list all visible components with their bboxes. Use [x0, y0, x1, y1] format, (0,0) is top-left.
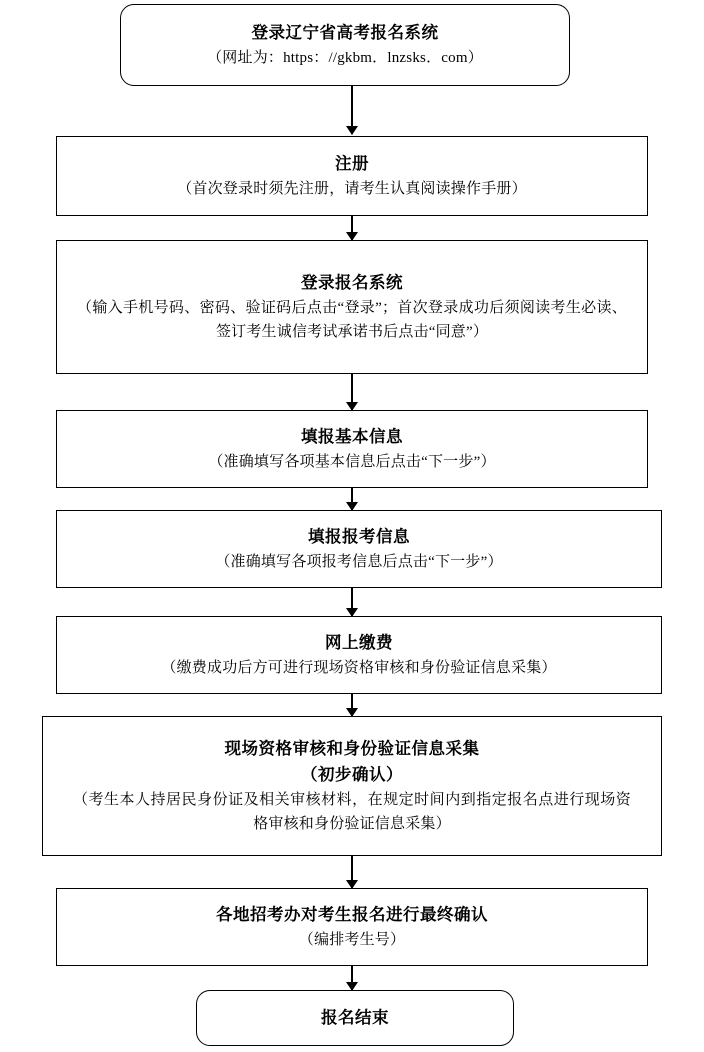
arrow-8 — [351, 966, 353, 990]
arrow-2 — [351, 216, 353, 240]
node-online-payment-sub: （缴费成功后方可进行现场资格审核和身份验证信息采集） — [161, 659, 557, 676]
node-fill-exam-info-sub: （准确填写各项报考信息后点击“下一步”） — [215, 553, 503, 570]
arrow-1 — [351, 86, 353, 134]
node-register-sub: （首次登录时须先注册，请考生认真阅读操作手册） — [177, 180, 527, 197]
node-login-registration-sub: （输入手机号码、密码、验证码后点击“登录”；首次登录成功后须阅读考生必读、签订考生诚信考试承诺书后点击“同意”） — [77, 299, 627, 340]
node-fill-basic-info-title: 填报基本信息 — [301, 427, 403, 447]
node-login-registration-title: 登录报名系统 — [301, 273, 403, 293]
node-final-confirmation-title: 各地招考办对考生报名进行最终确认 — [216, 905, 488, 925]
arrow-6 — [351, 694, 353, 716]
node-fill-exam-info-title: 填报报考信息 — [308, 527, 410, 547]
node-fill-exam-info — [56, 510, 662, 588]
node-final-confirmation — [56, 888, 648, 966]
node-onsite-verification-sub: （考生本人持居民身份证及相关审核材料，在规定时间内到指定报名点进行现场资格审核和身份验证信息采集） — [73, 791, 631, 832]
node-registration-end-title: 报名结束 — [321, 1008, 389, 1028]
node-login-system-sub: （网址为：https：//gkbm．lnzsks．com） — [207, 49, 483, 66]
node-onsite-verification-title: 现场资格审核和身份验证信息采集 — [224, 739, 480, 759]
node-online-payment — [56, 616, 662, 694]
node-registration-end — [196, 990, 514, 1046]
node-login-registration — [56, 240, 648, 374]
node-onsite-verification-title2: （初步确认） — [301, 765, 403, 784]
node-fill-basic-info — [56, 410, 648, 488]
arrow-7 — [351, 856, 353, 888]
node-login-system-title: 登录辽宁省高考报名系统 — [251, 23, 439, 43]
arrow-5 — [351, 588, 353, 616]
node-login-system — [120, 4, 570, 86]
arrow-3 — [351, 374, 353, 410]
node-online-payment-title: 网上缴费 — [325, 633, 393, 653]
arrow-4 — [351, 488, 353, 510]
node-register — [56, 136, 648, 216]
node-onsite-verification — [42, 716, 662, 856]
node-final-confirmation-sub: （编排考生号） — [298, 931, 406, 948]
node-fill-basic-info-sub: （准确填写各项基本信息后点击“下一步”） — [208, 453, 496, 470]
node-register-title: 注册 — [335, 154, 369, 174]
